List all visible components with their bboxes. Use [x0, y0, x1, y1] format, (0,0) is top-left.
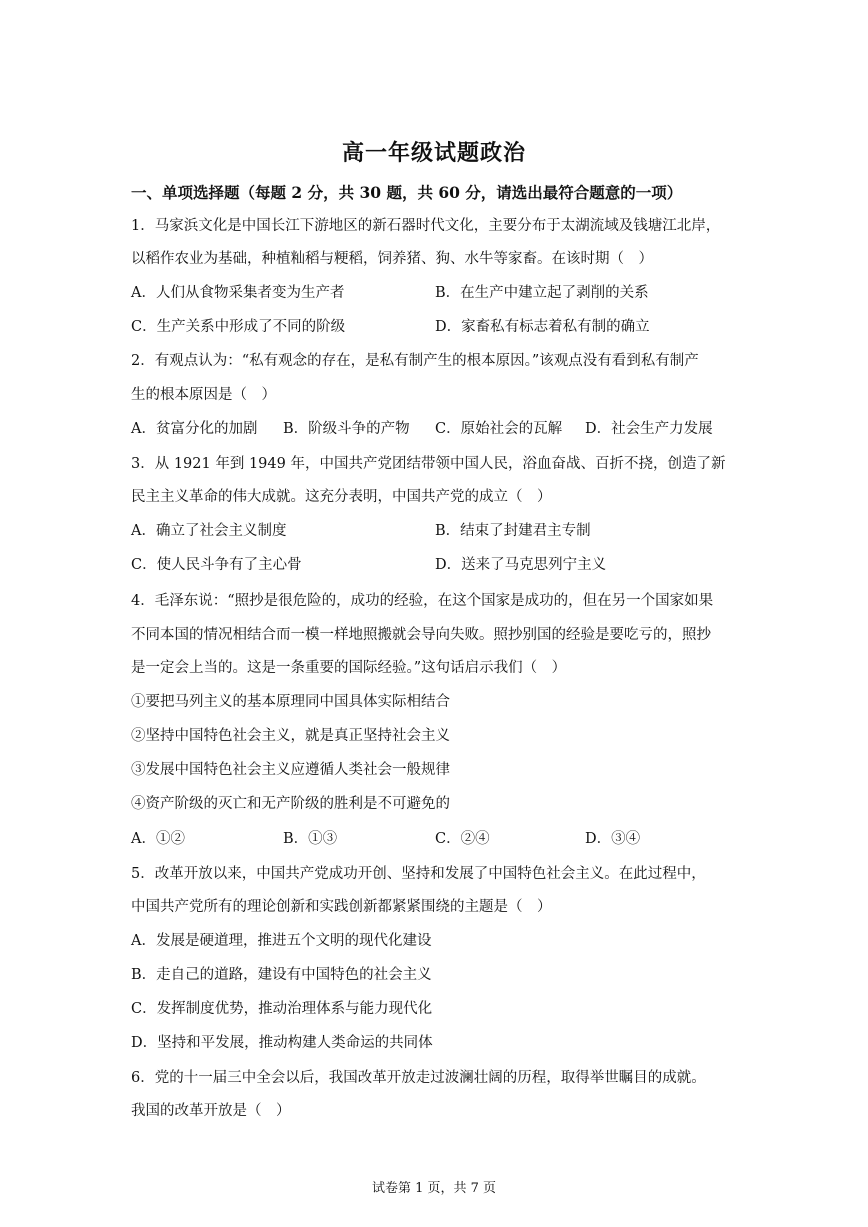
page-footer: 试卷第 1 页，共 7 页: [371, 1181, 497, 1196]
question-stem-line: 3．从 1921 年到 1949 年，中国共产党团结带领中国人民，浴血奋战、百折不挠，创造了新: [131, 456, 726, 472]
question-stem-line: 4．毛泽东说：“照抄是很危险的，成功的经验，在这个国家是成功的，但在另一个国家如果: [131, 593, 714, 609]
option-b: B．①③: [283, 831, 338, 847]
option-c: C．发挥制度优势，推动治理体系与能力现代化: [131, 1001, 433, 1017]
option-d: D．送来了马克思列宁主义: [435, 557, 607, 573]
page-title: 高一年级试题政治: [341, 140, 526, 166]
option-d: D．家畜私有标志着私有制的确立: [435, 319, 650, 335]
question-stem-line: 5．改革开放以来，中国共产党成功开创、坚持和发展了中国特色社会主义。在此过程中，: [131, 866, 706, 882]
option-a: A．①②: [131, 831, 185, 847]
option-b: B．阶级斗争的产物: [283, 421, 410, 437]
statement-3: ③发展中国特色社会主义应遵循人类社会一般规律: [131, 762, 450, 778]
option-b: B．在生产中建立起了剥削的关系: [435, 285, 649, 301]
option-d: D．社会生产力发展: [585, 421, 713, 437]
question-stem-line: 我国的改革开放是（ ）: [131, 1103, 291, 1119]
option-d: D．坚持和平发展，推动构建人类命运的共同体: [131, 1035, 433, 1051]
question-stem-line: 以稻作农业为基础，种植籼稻与粳稻，饲养猪、狗、水牛等家畜。在该时期（ ）: [131, 251, 653, 267]
statement-4: ④资产阶级的灭亡和无产阶级的胜利是不可避免的: [131, 796, 450, 812]
option-a: A．贫富分化的加剧: [131, 421, 258, 437]
option-c: C．②④: [435, 831, 490, 847]
question-stem-line: 中国共产党所有的理论创新和实践创新都紧紧围绕的主题是（ ）: [131, 899, 552, 915]
section-heading: 一、单项选择题（每题 2 分，共 30 题，共 60 分，请选出最符合题意的一项）: [131, 183, 683, 202]
option-b: B．结束了封建君主专制: [435, 523, 591, 539]
question-stem-line: 6．党的十一届三中全会以后，我国改革开放走过波澜壮阔的历程，取得举世瞩目的成就。: [131, 1070, 706, 1086]
option-c: C．生产关系中形成了不同的阶级: [131, 319, 346, 335]
question-stem-line: 2．有观点认为：“私有观念的存在，是私有制产生的根本原因。”该观点没有看到私有制产: [131, 353, 699, 369]
option-b: B．走自己的道路，建设有中国特色的社会主义: [131, 967, 432, 983]
question-stem-line: 1．马家浜文化是中国长江下游地区的新石器时代文化，主要分布于太湖流域及钱塘江北岸，: [131, 218, 721, 234]
option-a: A．人们从食物采集者变为生产者: [131, 285, 345, 301]
question-stem-line: 生的根本原因是（ ）: [131, 387, 276, 403]
statement-2: ②坚持中国特色社会主义，就是真正坚持社会主义: [131, 728, 450, 744]
question-stem-line: 是一定会上当的。这是一条重要的国际经验。”这句话启示我们（ ）: [131, 660, 567, 676]
question-stem-line: 民主主义革命的伟大成就。这充分表明，中国共产党的成立（ ）: [131, 489, 552, 505]
option-a: A．发展是硬道理，推进五个文明的现代化建设: [131, 933, 432, 949]
statement-1: ①要把马列主义的基本原理同中国具体实际相结合: [131, 694, 450, 710]
option-a: A．确立了社会主义制度: [131, 523, 287, 539]
option-c: C．原始社会的瓦解: [435, 421, 563, 437]
option-c: C．使人民斗争有了主心骨: [131, 557, 302, 573]
option-d: D．③④: [585, 831, 641, 847]
question-stem-line: 不同本国的情况相结合而一模一样地照搬就会导向失败。照抄别国的经验是要吃亏的，照抄: [131, 627, 711, 643]
